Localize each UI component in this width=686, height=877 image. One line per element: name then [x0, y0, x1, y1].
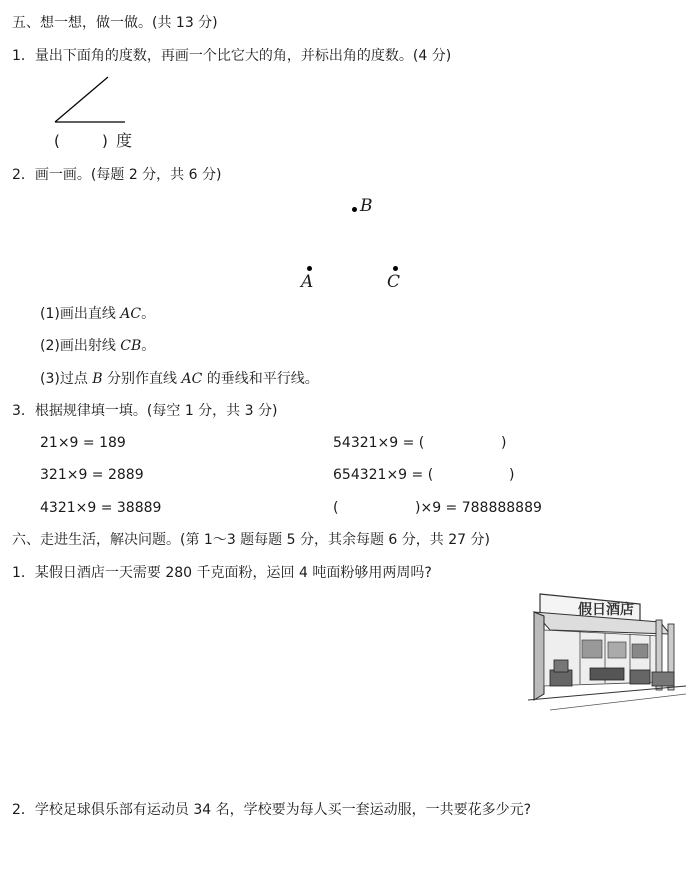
- q2-item-3: (3)过点 B 分别作直线 AC 的垂线和平行线。: [40, 371, 319, 387]
- q2-text: 2．画一画。(每题 2 分，共 6 分): [12, 167, 222, 183]
- angle-figure: [50, 72, 130, 126]
- hotel-sign-text: 假日酒店: [578, 602, 634, 618]
- p2-text: 2．学校足球俱乐部有运动员 34 名，学校要为每人买一套运动服，一共要花多少元?: [12, 802, 532, 818]
- q3-right-2: 654321×9 = (: [333, 467, 434, 483]
- point-b-dot: [352, 207, 357, 212]
- p1-text: 1．某假日酒店一天需要 280 千克面粉，运回 4 吨面粉够用两周吗?: [12, 565, 432, 581]
- q3-right-3-open: (: [333, 500, 339, 516]
- point-c-label: C: [387, 272, 401, 292]
- q3-left-3: 4321×9 = 38889: [40, 500, 162, 516]
- q3-right-1-close: ): [501, 435, 507, 451]
- q2-item-1: (1)画出直线 AC。: [40, 306, 156, 322]
- section5-heading: 五、想一想，做一做。(共 13 分): [12, 15, 218, 31]
- q3-right-2-close: ): [509, 467, 515, 483]
- q2-item-2: (2)画出射线 CB。: [40, 338, 156, 354]
- point-a-dot: [307, 266, 312, 271]
- q3-left-2: 321×9 = 2889: [40, 467, 144, 483]
- point-c-dot: [393, 266, 398, 271]
- q1-answer-close: ): [102, 132, 108, 150]
- q1-unit: 度: [116, 131, 133, 150]
- q3-right-3: )×9 = 788888889: [415, 500, 542, 516]
- q3-text: 3．根据规律填一填。(每空 1 分，共 3 分): [12, 403, 278, 419]
- hotel-lobby-illustration: [520, 590, 686, 712]
- point-a-label: A: [301, 272, 314, 292]
- section6-heading: 六、走进生活，解决问题。(第 1～3 题每题 5 分，其余每题 6 分，共 27 分): [12, 532, 490, 548]
- q1-answer-open: (: [54, 132, 60, 150]
- q1-text: 1．量出下面角的度数，再画一个比它大的角，并标出角的度数。(4 分): [12, 48, 452, 64]
- q3-right-1: 54321×9 = (: [333, 435, 425, 451]
- q3-left-1: 21×9 = 189: [40, 435, 126, 451]
- point-b-label: B: [360, 196, 373, 216]
